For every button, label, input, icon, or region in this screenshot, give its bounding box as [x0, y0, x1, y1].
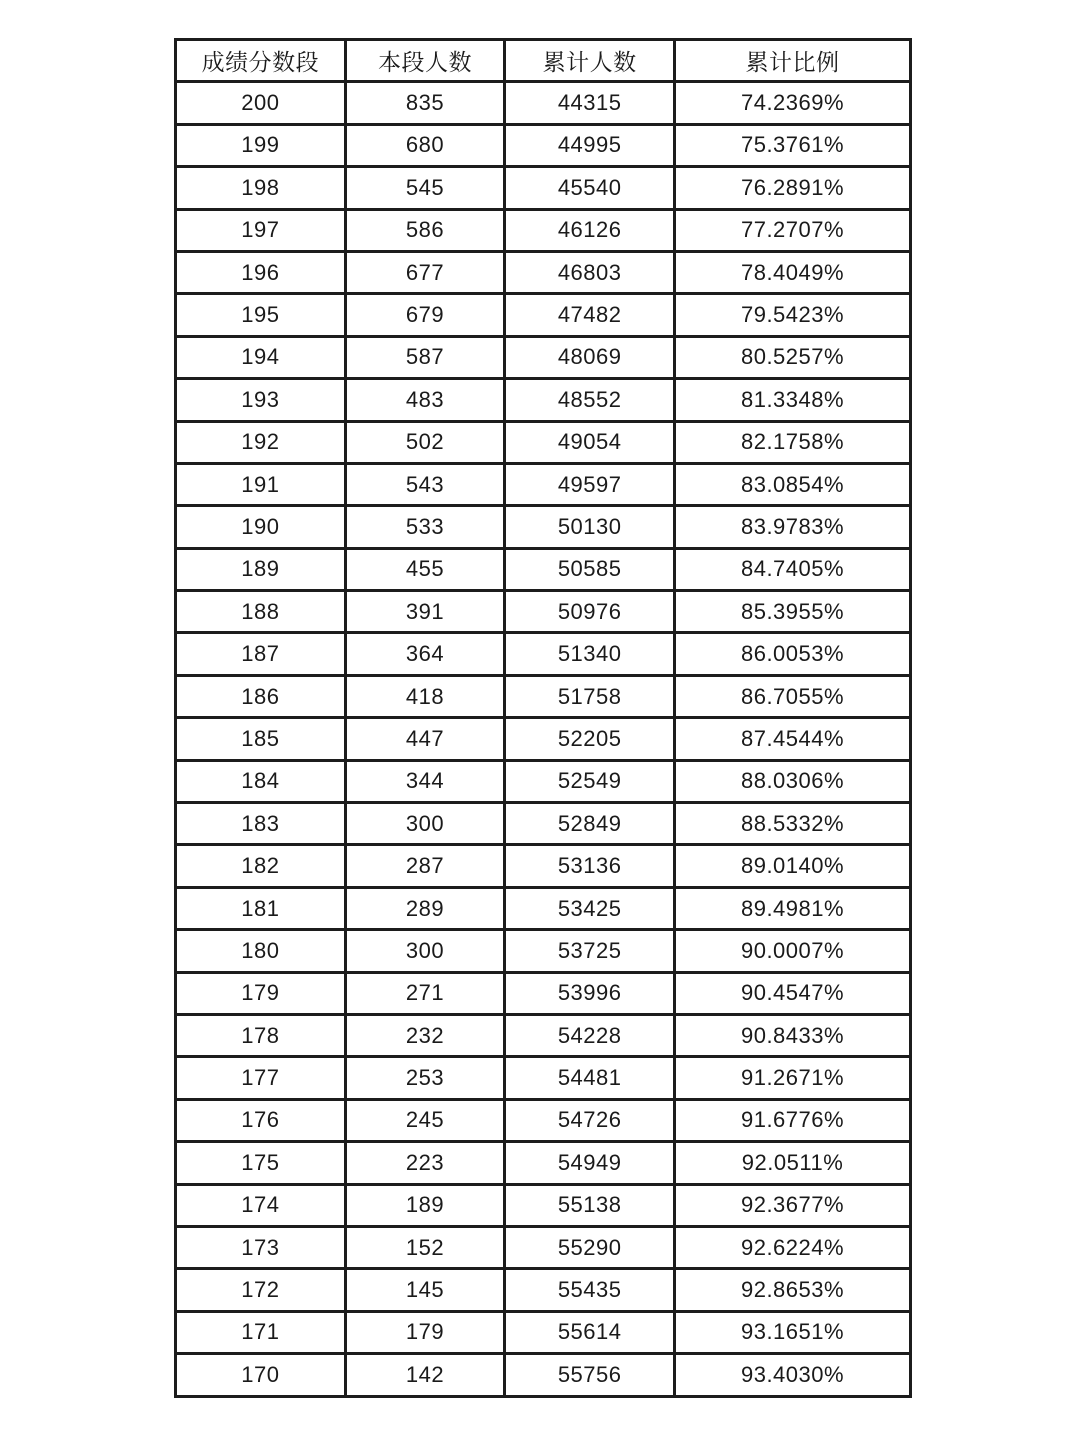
table-cell: 88.5332%: [675, 803, 911, 845]
header-cumulative-count: 累计人数: [505, 40, 675, 82]
table-cell: 174: [176, 1184, 346, 1226]
table-row: [176, 887, 911, 929]
table-row: [176, 1142, 911, 1184]
table-cell: 83.9783%: [675, 506, 911, 548]
table-cell: 191: [176, 463, 346, 505]
table-row: [176, 82, 911, 124]
table-cell: 171: [176, 1311, 346, 1353]
table-cell: 50130: [505, 506, 675, 548]
table-cell: 50585: [505, 548, 675, 590]
table-cell: 54481: [505, 1057, 675, 1099]
table-cell: 184: [176, 760, 346, 802]
table-cell: 176: [176, 1099, 346, 1141]
table-cell: 55756: [505, 1354, 675, 1396]
table-cell: 173: [176, 1226, 346, 1268]
table-cell: 51758: [505, 675, 675, 717]
table-cell: 287: [345, 845, 504, 887]
table-cell: 49054: [505, 421, 675, 463]
table-cell: 44995: [505, 124, 675, 166]
table-cell: 183: [176, 803, 346, 845]
table-cell: 46803: [505, 251, 675, 293]
table-cell: 533: [345, 506, 504, 548]
table-row: [176, 1311, 911, 1353]
table-cell: 194: [176, 336, 346, 378]
table-cell: 54228: [505, 1014, 675, 1056]
table-cell: 48552: [505, 379, 675, 421]
table-cell: 82.1758%: [675, 421, 911, 463]
table-cell: 196: [176, 251, 346, 293]
table-cell: 77.2707%: [675, 209, 911, 251]
table-cell: 181: [176, 887, 346, 929]
table-row: [176, 294, 911, 336]
table-cell: 145: [345, 1269, 504, 1311]
table-row: [176, 803, 911, 845]
table-cell: 142: [345, 1354, 504, 1396]
table-cell: 84.7405%: [675, 548, 911, 590]
table-cell: 179: [176, 972, 346, 1014]
table-cell: 55614: [505, 1311, 675, 1353]
table-cell: 83.0854%: [675, 463, 911, 505]
table-cell: 74.2369%: [675, 82, 911, 124]
table-cell: 300: [345, 803, 504, 845]
table-cell: 483: [345, 379, 504, 421]
table-header: [176, 40, 911, 82]
table-cell: 545: [345, 167, 504, 209]
table-cell: 91.2671%: [675, 1057, 911, 1099]
table-cell: 52205: [505, 718, 675, 760]
table-cell: 418: [345, 675, 504, 717]
table-cell: 53996: [505, 972, 675, 1014]
table-cell: 189: [176, 548, 346, 590]
table-row: [176, 845, 911, 887]
table-cell: 447: [345, 718, 504, 760]
table-cell: 55290: [505, 1226, 675, 1268]
table-row: [176, 760, 911, 802]
table-row: [176, 124, 911, 166]
table-cell: 46126: [505, 209, 675, 251]
table-cell: 76.2891%: [675, 167, 911, 209]
table-cell: 81.3348%: [675, 379, 911, 421]
table-cell: 86.7055%: [675, 675, 911, 717]
table-cell: 455: [345, 548, 504, 590]
table-cell: 198: [176, 167, 346, 209]
table-cell: 586: [345, 209, 504, 251]
table-cell: 53725: [505, 930, 675, 972]
table-row: [176, 336, 911, 378]
table-cell: 91.6776%: [675, 1099, 911, 1141]
header-cumulative-ratio: 累计比例: [675, 40, 911, 82]
table-cell: 92.8653%: [675, 1269, 911, 1311]
table-cell: 52549: [505, 760, 675, 802]
table-cell: 44315: [505, 82, 675, 124]
table-cell: 92.0511%: [675, 1142, 911, 1184]
table-cell: 253: [345, 1057, 504, 1099]
table-cell: 192: [176, 421, 346, 463]
table-cell: 200: [176, 82, 346, 124]
table-row: [176, 463, 911, 505]
table-row: [176, 591, 911, 633]
table-cell: 677: [345, 251, 504, 293]
table-cell: 189: [345, 1184, 504, 1226]
table-cell: 93.1651%: [675, 1311, 911, 1353]
table-row: [176, 1014, 911, 1056]
table-cell: 50976: [505, 591, 675, 633]
table-row: [176, 251, 911, 293]
header-segment-count: 本段人数: [345, 40, 504, 82]
table-cell: 364: [345, 633, 504, 675]
table-cell: 90.0007%: [675, 930, 911, 972]
table-row: [176, 930, 911, 972]
table-row: [176, 506, 911, 548]
table-cell: 185: [176, 718, 346, 760]
table-row: [176, 972, 911, 1014]
table-cell: 502: [345, 421, 504, 463]
table-cell: 223: [345, 1142, 504, 1184]
table-row: [176, 421, 911, 463]
table-cell: 232: [345, 1014, 504, 1056]
table-cell: 271: [345, 972, 504, 1014]
table-cell: 186: [176, 675, 346, 717]
table-cell: 92.3677%: [675, 1184, 911, 1226]
table-cell: 48069: [505, 336, 675, 378]
table-cell: 190: [176, 506, 346, 548]
table-cell: 88.0306%: [675, 760, 911, 802]
table-cell: 300: [345, 930, 504, 972]
table-cell: 90.4547%: [675, 972, 911, 1014]
table-cell: 152: [345, 1226, 504, 1268]
table-cell: 543: [345, 463, 504, 505]
table-cell: 193: [176, 379, 346, 421]
table-cell: 51340: [505, 633, 675, 675]
table-cell: 680: [345, 124, 504, 166]
table-cell: 80.5257%: [675, 336, 911, 378]
table-cell: 79.5423%: [675, 294, 911, 336]
table-cell: 245: [345, 1099, 504, 1141]
table-cell: 89.0140%: [675, 845, 911, 887]
table-row: [176, 1184, 911, 1226]
table-cell: 85.3955%: [675, 591, 911, 633]
table-cell: 75.3761%: [675, 124, 911, 166]
table-cell: 175: [176, 1142, 346, 1184]
table-row: [176, 209, 911, 251]
table-row: [176, 675, 911, 717]
table-cell: 197: [176, 209, 346, 251]
table-cell: 87.4544%: [675, 718, 911, 760]
table-row: [176, 1057, 911, 1099]
table-cell: 86.0053%: [675, 633, 911, 675]
table-cell: 182: [176, 845, 346, 887]
score-distribution-table: [174, 38, 912, 1398]
table-cell: 679: [345, 294, 504, 336]
table-row: [176, 633, 911, 675]
table-cell: 93.4030%: [675, 1354, 911, 1396]
table-cell: 178: [176, 1014, 346, 1056]
table-row: [176, 718, 911, 760]
header-score-range: 成绩分数段: [176, 40, 346, 82]
table-row: [176, 379, 911, 421]
table-cell: 195: [176, 294, 346, 336]
table-cell: 55435: [505, 1269, 675, 1311]
table-cell: 587: [345, 336, 504, 378]
table-body: [176, 82, 911, 1396]
table-cell: 54726: [505, 1099, 675, 1141]
table-row: [176, 1226, 911, 1268]
table-cell: 52849: [505, 803, 675, 845]
table-cell: 180: [176, 930, 346, 972]
table-cell: 172: [176, 1269, 346, 1311]
table-cell: 344: [345, 760, 504, 802]
table-cell: 391: [345, 591, 504, 633]
table-row: [176, 1354, 911, 1396]
table-row: [176, 167, 911, 209]
table-cell: 45540: [505, 167, 675, 209]
table-row: [176, 1269, 911, 1311]
table-cell: 49597: [505, 463, 675, 505]
table-cell: 179: [345, 1311, 504, 1353]
table-row: [176, 548, 911, 590]
table-cell: 53425: [505, 887, 675, 929]
table-cell: 90.8433%: [675, 1014, 911, 1056]
table-cell: 289: [345, 887, 504, 929]
table-cell: 92.6224%: [675, 1226, 911, 1268]
header-row: [176, 40, 911, 82]
table-cell: 53136: [505, 845, 675, 887]
table-row: [176, 1099, 911, 1141]
table-cell: 89.4981%: [675, 887, 911, 929]
table-cell: 188: [176, 591, 346, 633]
table-cell: 78.4049%: [675, 251, 911, 293]
table-cell: 835: [345, 82, 504, 124]
table-cell: 54949: [505, 1142, 675, 1184]
table-cell: 170: [176, 1354, 346, 1396]
table-cell: 55138: [505, 1184, 675, 1226]
table-cell: 47482: [505, 294, 675, 336]
table-cell: 199: [176, 124, 346, 166]
table-cell: 177: [176, 1057, 346, 1099]
table-cell: 187: [176, 633, 346, 675]
